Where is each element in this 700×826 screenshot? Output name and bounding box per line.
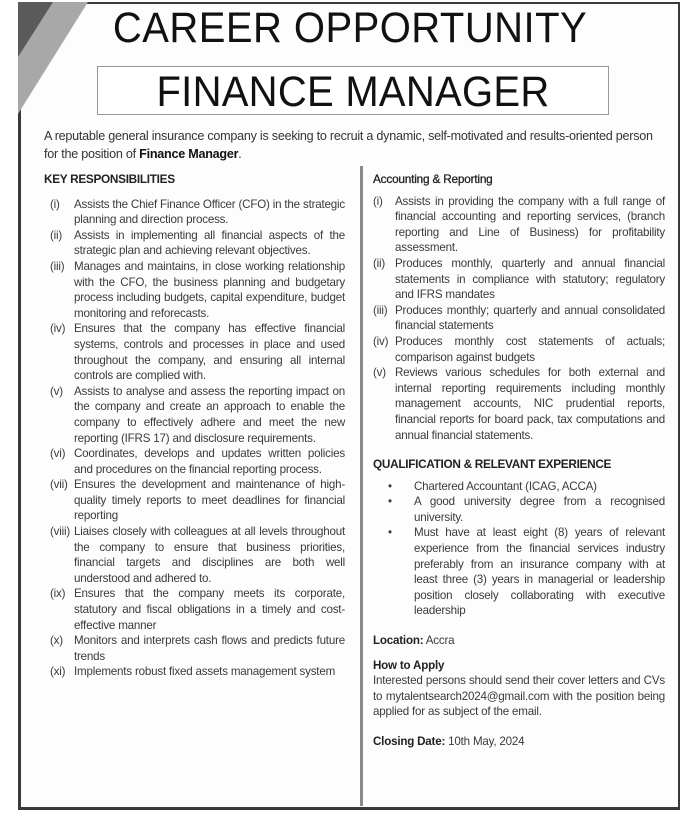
qualification-text: Chartered Accountant (ICAG, ACCA) xyxy=(414,479,597,493)
list-item xyxy=(44,477,345,524)
item-text: Assists the Chief Finance Officer (CFO) in the strategic planning and direction process. xyxy=(74,197,345,227)
intro-text: A reputable general insurance company is seeking to recruit a dynamic, self-motivated and results-oriented person for the position of xyxy=(44,129,653,161)
item-text: Reviews various schedules for both external and internal reporting requirements including monthly management accounts, NIC prudential reports, financial reports for board pack, tax computations and annual financial statements. xyxy=(395,366,665,442)
intro-position-bold: Finance Manager xyxy=(139,146,239,161)
right-column xyxy=(373,172,665,750)
item-number: (iii) xyxy=(50,259,65,273)
item-number: (vi) xyxy=(50,447,66,461)
qualification-list xyxy=(373,479,665,619)
list-item xyxy=(44,321,345,383)
qualification-text: A good university degree from a recognised university. xyxy=(414,495,665,524)
list-item xyxy=(44,446,345,477)
list-item xyxy=(44,664,345,680)
item-text: Assists in providing the company with a full range of financial accounting and reporting services, (branch reporting and Line of Business) for profitability assessment. xyxy=(395,194,665,255)
position-title: FINANCE MANAGER xyxy=(156,68,550,116)
list-item xyxy=(44,586,345,633)
item-text: Produces monthly cost statements of actuals; comparison against budgets xyxy=(395,334,665,364)
item-number: (viii) xyxy=(50,525,71,539)
qualification-item xyxy=(373,479,665,495)
page-title: CAREER OPPORTUNITY xyxy=(112,4,588,52)
list-item xyxy=(44,259,345,321)
item-text: Ensures that the company has effective financial systems, controls and processes in place and used throughout the company, and ensuring all internal controls are complied with. xyxy=(74,322,345,383)
item-text: Manages and maintains, in close working relationship with the CFO, the business planning and budgetary process including budgets, capital expenditure, budget monitoring and reforecasts. xyxy=(74,259,345,320)
item-text: Assists to analyse and assess the reporting impact on the company and create an approach to enable the company to effectively adhere and meet the new reporting (IFRS 17) and disclosure requirements. xyxy=(74,384,345,445)
item-number: (xi) xyxy=(50,665,66,679)
item-number: (ix) xyxy=(50,587,66,601)
location-value: Accra xyxy=(425,634,455,648)
application-email-link[interactable]: mytalentsearch2024@gmail.com xyxy=(385,689,550,703)
key-responsibilities-list xyxy=(44,197,345,680)
bullet-icon: • xyxy=(388,479,392,493)
qualification-item xyxy=(373,494,665,525)
list-item xyxy=(44,524,345,586)
item-text: Produces monthly, quarterly and annual financial statements in compliance with statutory; regulatory and IFRS mandates xyxy=(395,256,665,302)
intro-paragraph xyxy=(44,128,669,163)
how-to-apply-heading: How to Apply xyxy=(373,658,445,672)
item-text: Ensures the development and maintenance of high-quality timely reports to meet deadlines for financial reporting xyxy=(74,478,345,523)
item-number: (iv) xyxy=(373,334,389,348)
item-number: (vii) xyxy=(50,478,68,492)
list-item xyxy=(44,197,345,228)
key-responsibilities-heading: KEY RESPONSIBILITIES xyxy=(44,172,175,186)
list-item xyxy=(373,303,665,334)
accounting-reporting-list xyxy=(373,194,665,444)
list-item xyxy=(373,194,665,256)
item-text: Coordinates, develops and updates written policies and procedures on the financial reporting process. xyxy=(74,447,345,476)
list-item xyxy=(373,256,665,303)
column-divider xyxy=(360,166,363,806)
list-item xyxy=(44,384,345,446)
item-number: (i) xyxy=(50,197,60,211)
item-text: Assists in implementing all financial aspects of the strategic plan and achieving relevant objectives. xyxy=(74,228,345,258)
how-to-apply-text-end: with the position being applied for as subject of the email. xyxy=(373,689,665,719)
list-item xyxy=(373,365,665,443)
how-to-apply-text xyxy=(373,673,665,720)
closing-date-line xyxy=(373,734,665,750)
item-number: (iv) xyxy=(50,322,66,336)
bullet-icon: • xyxy=(388,526,392,540)
bullet-icon: • xyxy=(388,495,392,509)
qualification-heading: QUALIFICATION & RELEVANT EXPERIENCE xyxy=(373,457,612,472)
list-item xyxy=(44,633,345,664)
item-number: (v) xyxy=(50,384,63,398)
closing-date-label: Closing Date: xyxy=(373,735,446,748)
qualification-item xyxy=(373,525,665,619)
item-number: (iii) xyxy=(373,303,388,317)
intro-text-end: . xyxy=(238,146,242,161)
item-number: (i) xyxy=(373,194,383,208)
position-title-box xyxy=(97,66,609,115)
key-responsibilities-section xyxy=(44,172,345,680)
list-item xyxy=(44,228,345,259)
item-text: Implements robust fixed assets management system xyxy=(74,665,336,679)
item-number: (v) xyxy=(373,366,386,380)
item-text: Produces monthly; quarterly and annual consolidated financial statements xyxy=(395,303,665,333)
how-to-apply-text-start: Interested persons should send their cover letters and CVs to xyxy=(373,674,665,703)
item-number: (ii) xyxy=(50,228,63,242)
location-line xyxy=(373,633,665,649)
location-label: Location: xyxy=(373,634,424,648)
item-text: Liaises closely with colleagues at all levels throughout the company to ensure that business priorities, financial targets and disciplines are both well understood and adhered to. xyxy=(74,525,345,585)
list-item xyxy=(373,334,665,365)
item-text: Monitors and interprets cash flows and predicts future trends xyxy=(74,634,345,663)
qualification-text: Must have at least eight (8) years of relevant experience from the financial services industry preferably from an insurance company with at least three (3) years in managerial or leadership position closely collaborating with executive leadership xyxy=(414,526,665,618)
closing-date-value: 10th May, 2024 xyxy=(448,735,525,748)
item-text: Ensures that the company meets its corporate, statutory and fiscal obligations in a timely and cost-effective manner xyxy=(74,587,345,632)
item-number: (x) xyxy=(50,634,63,648)
item-number: (ii) xyxy=(373,256,386,270)
accounting-reporting-heading: Accounting & Reporting xyxy=(373,172,493,186)
